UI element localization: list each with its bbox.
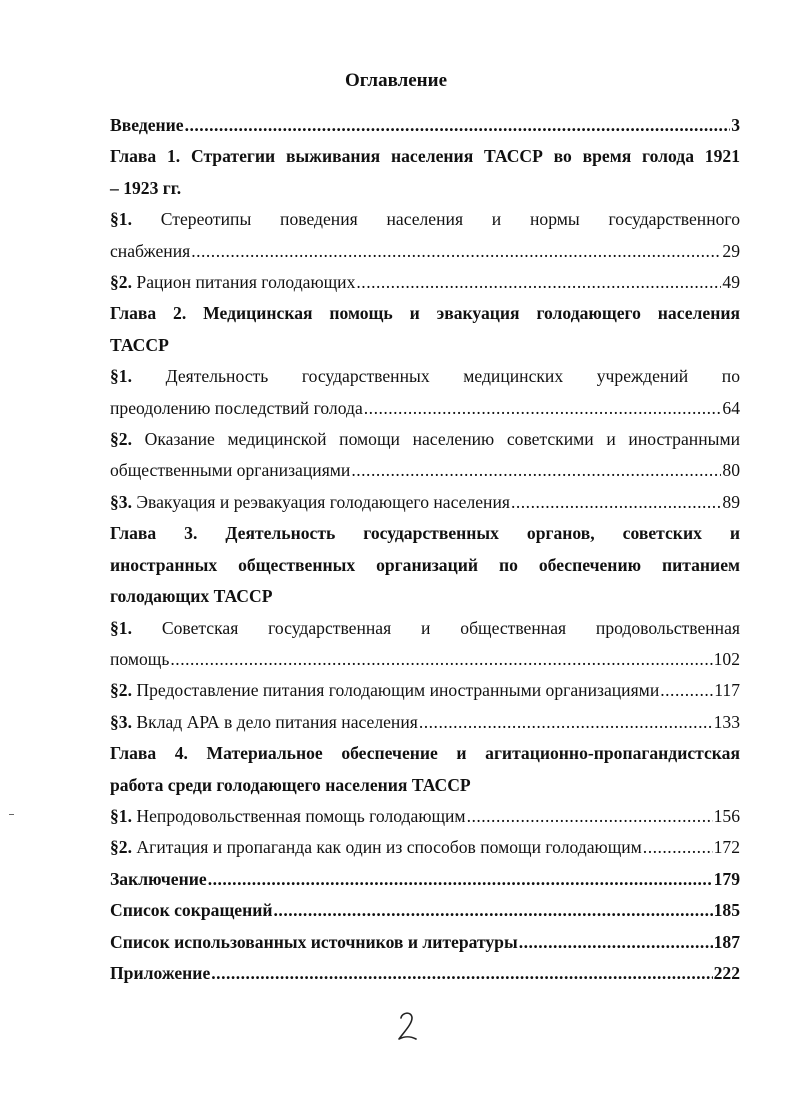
toc-entry-appendix[interactable] [110,958,740,989]
section-title-line: Советская государственная и общественная продовольственная [161,617,740,638]
page-number: 222 [713,962,740,983]
toc-section-3-3[interactable] [110,707,740,738]
chapter-title-line: ТАССР [110,334,169,355]
chapter-title-line: Глава 3. Деятельность государственных органов, советских и [110,523,740,544]
toc-section-4-1[interactable] [110,801,740,832]
section-mark: §1. [110,617,132,638]
handwritten-page-number [396,1010,418,1042]
toc-entry-label: Список сокращений [110,900,273,921]
page-number: 29 [722,240,740,261]
page-number: 80 [722,460,740,481]
table-of-contents [110,110,740,989]
section-title-line: Оказание медицинской помощи населению советскими и иностранными [144,429,740,450]
toc-chapter-4[interactable] [110,738,740,801]
section-mark: §1. [110,209,132,230]
toc-entry-label: Приложение [110,962,211,983]
toc-entry-label: Введение [110,115,184,135]
dot-leader [660,675,713,706]
chapter-title-line: иностранных общественных организаций по обеспечению питанием [110,554,740,575]
section-mark: §3. [110,491,132,512]
toc-section-4-2[interactable] [110,832,740,863]
dot-leader [208,864,713,895]
section-title-line: снабжения [110,240,191,261]
page-number: 49 [722,272,740,293]
toc-entry-bibliography[interactable] [110,927,740,958]
toc-chapter-1[interactable] [110,141,740,204]
chapter-title-line: Глава 1. Стратегии выживания населения ТАССР во время голода 1921 [110,146,740,167]
dot-leader [170,644,712,675]
page-number: 179 [713,868,740,889]
section-mark: §2. [110,429,132,450]
toc-section-3-1[interactable] [110,613,740,676]
chapter-title-line: Глава 4. Материальное обеспечение и агитационно-пропагандистская [110,743,740,764]
toc-section-2-2[interactable] [110,424,740,487]
page-number: 89 [722,491,740,512]
page-number: 172 [713,837,740,858]
toc-section-2-1[interactable] [110,361,740,424]
section-title: Вклад АРА в дело питания населения [136,711,418,732]
toc-chapter-2[interactable] [110,298,740,361]
dot-leader [419,707,713,738]
section-mark: §2. [110,272,132,293]
toc-entry-abbreviations[interactable] [110,895,740,926]
page-number: 133 [713,711,740,732]
page-number: 187 [713,931,740,952]
page-number: 185 [713,900,740,921]
toc-entry-label: Список использованных источников и литературы [110,931,518,952]
section-title-line: общественными организациями [110,460,351,481]
dot-leader [211,958,712,989]
page-number: 117 [714,680,740,701]
dot-leader [519,927,713,958]
chapter-title-line: голодающих ТАССР [110,586,273,607]
chapter-title-line: работа среди голодающего населения ТАССР [110,774,471,795]
dot-leader [364,393,722,424]
margin-mark [9,814,14,815]
section-mark: §3. [110,711,132,732]
toc-section-2-3[interactable] [110,487,740,518]
section-title-line: помощь [110,648,170,669]
section-mark: §1. [110,805,132,826]
page-number: 3 [731,115,740,135]
chapter-title-line: Глава 2. Медицинская помощь и эвакуация голодающего населения [110,303,740,324]
section-mark: §2. [110,680,132,701]
toc-section-3-2[interactable] [110,675,740,706]
page-number: 64 [722,397,740,418]
section-mark: §1. [110,366,132,387]
section-title-line: Стереотипы поведения населения и нормы государственного [160,209,740,230]
section-title-line: Деятельность государственных медицинских учреждений по [165,366,740,387]
section-title: Рацион питания голодающих [136,272,356,293]
dot-leader [511,487,721,518]
dot-leader [467,801,713,832]
section-title: Непродовольственная помощь голодающим [136,805,466,826]
dot-leader [274,895,713,926]
chapter-title-line: – 1923 гг. [110,177,182,198]
dot-leader [356,267,721,298]
toc-entry-label: Заключение [110,868,207,889]
section-title: Эвакуация и реэвакуация голодающего населения [136,491,510,512]
toc-section-1-1[interactable] [110,204,740,267]
dot-leader [191,236,721,267]
section-title: Предоставление питания голодающим иностранными организациями [136,680,660,701]
dot-leader [351,455,721,486]
section-title-line: преодолению последствий голода [110,397,363,418]
page-title: Оглавление [344,70,448,91]
toc-entry-introduction[interactable] [110,110,740,141]
dot-leader [185,110,731,141]
page-number: 102 [713,648,740,669]
dot-leader [643,832,713,863]
section-title: Агитация и пропаганда как один из способов помощи голодающим [136,837,642,858]
toc-entry-conclusion[interactable] [110,864,740,895]
toc-chapter-3[interactable] [110,518,740,612]
toc-section-1-2[interactable] [110,267,740,298]
page-number: 156 [713,805,740,826]
section-mark: §2. [110,837,132,858]
